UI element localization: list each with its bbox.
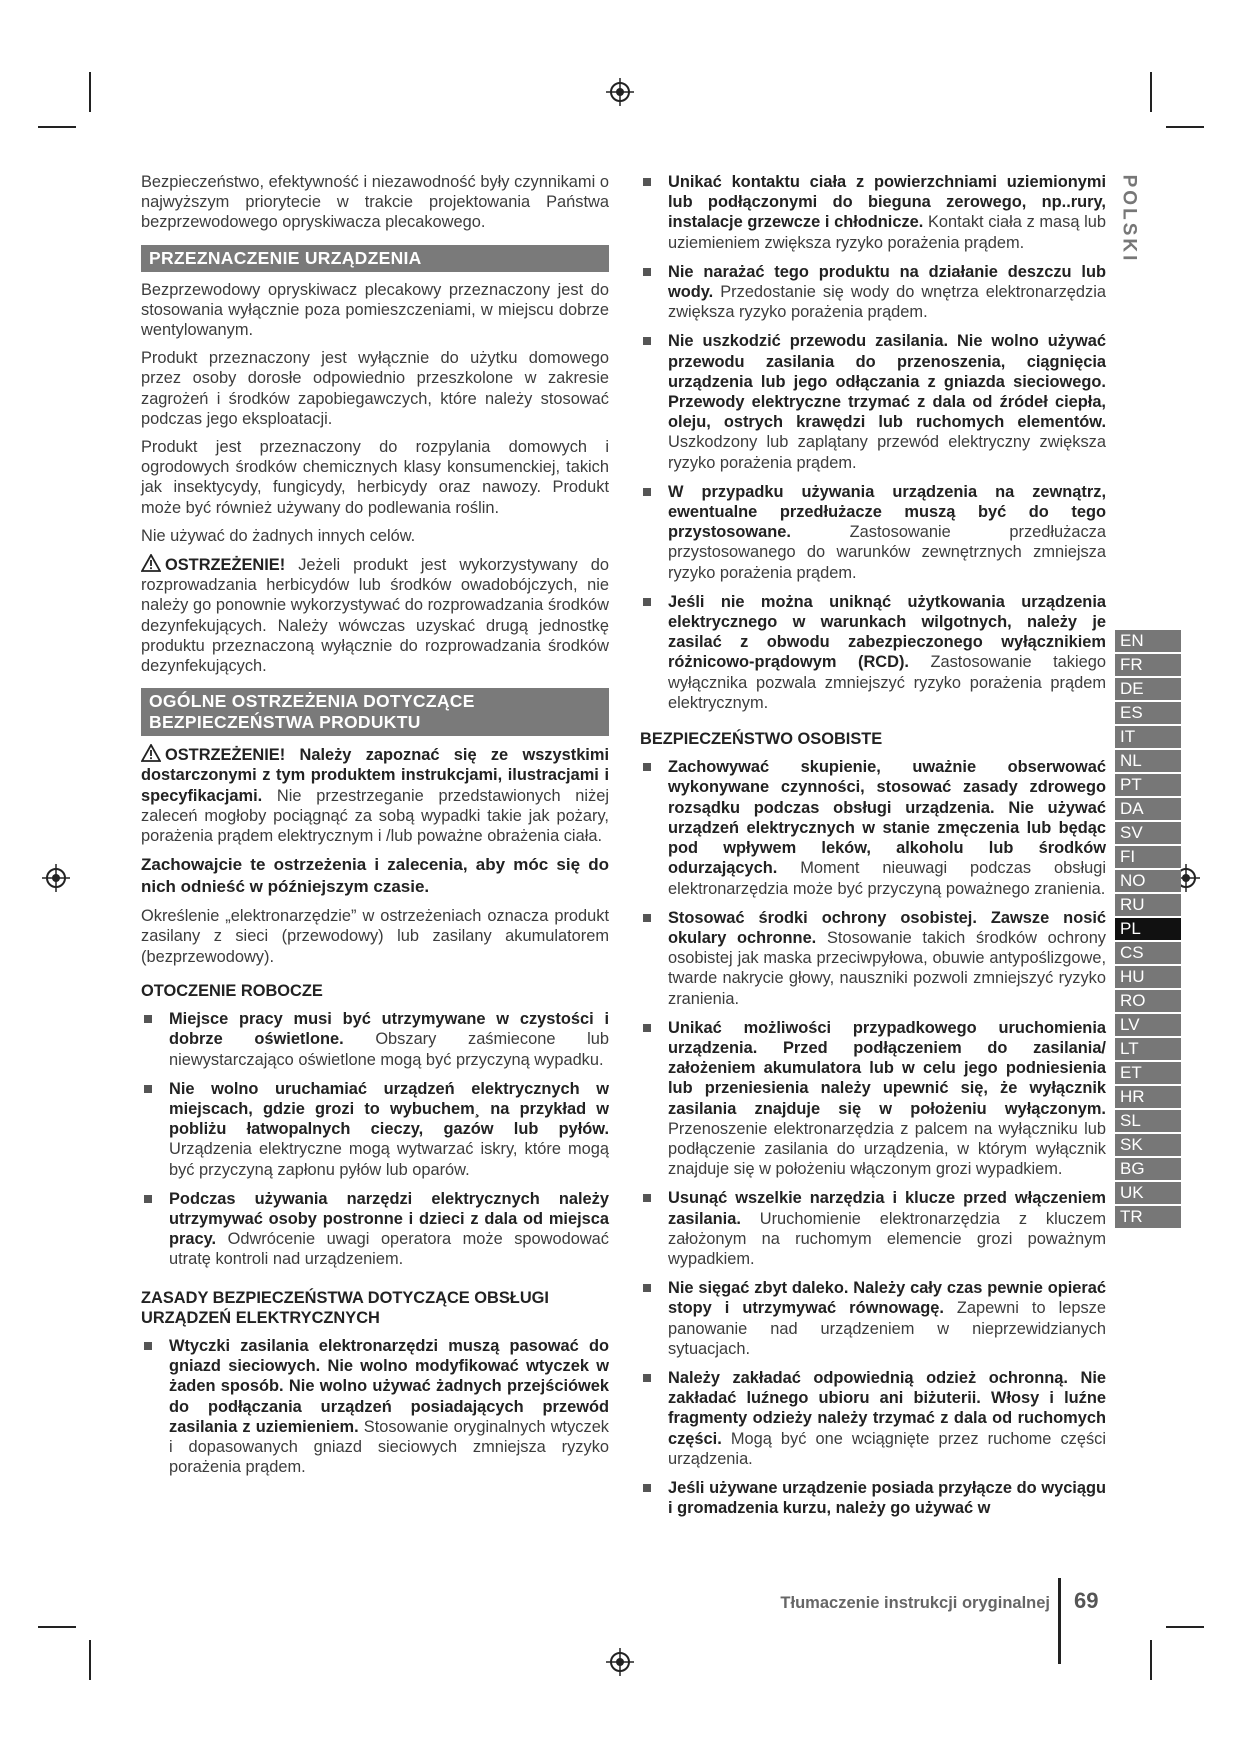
- bullet-square-icon: [643, 488, 651, 496]
- list-item-text: Mogą być one wciągnięte przez ruchome części urządzenia.: [668, 1429, 1106, 1468]
- warning-paragraph: [141, 554, 609, 676]
- list-item-bold: Unikać możliwości przypadkowego uruchomienia urządzenia. Przed podłączeniem do zasilania/ założeniem akumulatora lub w celu jego podniesienia lub przeniesienia należy upewnić się, że wyłącznik zasilania znajduje się w położeniu wyłączonym.: [668, 1018, 1106, 1118]
- bullet-square-icon: [643, 763, 651, 771]
- side-language-label: [1118, 174, 1144, 264]
- language-tab-pt[interactable]: PT: [1115, 774, 1181, 796]
- warning-paragraph: [141, 744, 609, 846]
- list-item-bold: Stosować środki ochrony osobistej. Zawsze nosić okulary ochronne.: [668, 908, 1106, 947]
- language-tab-es[interactable]: ES: [1115, 702, 1181, 724]
- language-tab-no[interactable]: NO: [1115, 870, 1181, 892]
- registration-mark-left: [42, 864, 70, 892]
- list-item-text: Stosowanie takich środków ochrony osobistej jak maska przeciwpyłowa, obuwie antypoślizgowe, twarde nakrycie głowy, nauszniki pozwoli zmniejszyć ryzyko zranienia.: [668, 928, 1106, 1008]
- footer-divider: [1058, 1578, 1061, 1664]
- list-item-text: Urządzenia elektryczne mogą wytwarzać iskry, które mogą być przyczyną zapłonu pyłów lub oparów.: [169, 1140, 609, 1179]
- list-item-text: Kontakt ciała z masą lub uziemieniem zwiększa ryzyko porażenia prądem.: [668, 213, 1106, 252]
- warning-bold-text: OSTRZEŻENIE! Należy zapoznać się ze wszystkimi dostarczonymi z tym produktem instrukcjami, ilustracjami i specyfikacjami.: [141, 746, 609, 805]
- language-tab-sk[interactable]: SK: [1115, 1134, 1181, 1156]
- list-item-bold: Unikać kontaktu ciała z powierzchniami uziemionymi lub podłączonymi do bieguna zerowego, np..rury, instalacje grzewcze i chłodnicze.: [668, 173, 1106, 232]
- warning-triangle-icon: [141, 554, 161, 572]
- bullet-square-icon: [643, 598, 651, 606]
- list-item: [141, 1079, 609, 1180]
- list-item: [640, 757, 1106, 898]
- list-item: [640, 1188, 1106, 1269]
- list-item: [141, 1009, 609, 1070]
- list-item-text: Przedostanie się wody do wnętrza elektronarzędzia zwiększa ryzyko porażenia prądem.: [668, 283, 1106, 322]
- list-item-text: Moment nieuwagi podczas obsługi elektronarzędzia może być przyczyną poważnego zranienia.: [668, 859, 1106, 898]
- bullet-square-icon: [643, 1484, 651, 1492]
- list-item-text: Zastosowanie przedłużacza przystosowanego do warunków zewnętrznych zmniejsza ryzyko porażenia prądem.: [668, 523, 1106, 582]
- side-label-text: POLSKI: [1118, 174, 1140, 264]
- language-tab-pl[interactable]: PL: [1115, 918, 1181, 940]
- list-item-bold: Należy zakładać odpowiednią odzież ochronną. Nie zakładać luźnego ubioru ani biżuterii. Włosy i luźne fragmenty odzieży należy trzymać z dala od ruchomych części.: [668, 1368, 1106, 1448]
- list-item-bold: Nie sięgać zbyt daleko. Należy cały czas pewnie opierać stopy i utrzymywać równowagę.: [668, 1279, 1106, 1318]
- list-item: [640, 262, 1106, 323]
- bullet-square-icon: [643, 914, 651, 922]
- language-tab-de[interactable]: DE: [1115, 678, 1181, 700]
- warning-text: Jeżeli produkt jest wykorzystywany do rozprowadzania herbicydów lub środków owadobójczych, nie należy go ponownie wykorzystywać do rozprowadzania środków dezynfekujących. Należy wówczas uzyskać drugą jednostkę produktu przeznaczoną wyłącznie do rozprowadzania środków dezynfekujących.: [141, 556, 609, 676]
- page-number: 69: [1074, 1588, 1099, 1613]
- warning-triangle-icon: [141, 744, 161, 762]
- language-tab-bg[interactable]: BG: [1115, 1158, 1181, 1180]
- language-tab-ro[interactable]: RO: [1115, 990, 1181, 1012]
- definition-paragraph: Określenie „elektronarzędzie” w ostrzeżeniach oznacza produkt zasilany z sieci (przewodowy) lub zasilany akumulatorem (bezprzewodowy).: [141, 907, 609, 966]
- warning-text: Nie przestrzeganie przedstawionych niżej zaleceń mogłoby pociągnąć za sobą wypadki takie jak pożary, porażenia prądem elektrycznym i /lub poważne obrażenia ciała.: [141, 786, 609, 846]
- language-tab-hr[interactable]: HR: [1115, 1086, 1181, 1108]
- section-title-intended-use: PRZEZNACZENIE URZĄDZENIA: [141, 245, 609, 272]
- language-tab-lt[interactable]: LT: [1115, 1038, 1181, 1060]
- list-item-text: Obszary zaśmiecone lub niewystarczająco oświetlone mogą być przyczyną wypadku.: [169, 1030, 609, 1069]
- language-tab-ru[interactable]: RU: [1115, 894, 1181, 916]
- warning-label: OSTRZEŻENIE!: [165, 556, 286, 575]
- language-tab-tr[interactable]: TR: [1115, 1206, 1181, 1228]
- list-item-bold: Zachowywać skupienie, uważnie obserwować wykonywane czynności, stosować zasady zdrowego rozsądku podczas obsługi urządzenia. Nie używać urządzeń elektrycznych w stanie zmęczenia lub będąc pod wpływem leków, alkoholu lub środków odurzających.: [668, 758, 1106, 878]
- paragraph: Produkt jest przeznaczony do rozpylania domowych i ogrodowych środków chemicznych klasy konsumenckiej, takich jak insektycydy, fungicydy, herbicydy oraz nawozy. Produkt może być również używany do podlewania roślin.: [141, 438, 609, 517]
- list-item-text: Stosowanie oryginalnych wtyczek i dopasowanych gniazd sieciowych zmniejsza ryzyko porażenia prądem.: [169, 1417, 610, 1477]
- registration-mark-top: [606, 78, 634, 106]
- paragraph: Produkt przeznaczony jest wyłącznie do użytku domowego przez osoby dorosłe odpowiednio przeszkolone w zakresie zagrożeń i środków zapobiegawczych, które należy stosować podczas jego eksploatacji.: [141, 349, 609, 428]
- bullet-square-icon: [643, 1194, 651, 1202]
- language-tab-lv[interactable]: LV: [1115, 1014, 1181, 1036]
- list-item: [640, 1278, 1106, 1359]
- list-item: [640, 592, 1106, 713]
- list-item-text: Uszkodzony lub zaplątany przewód elektryczny zwiększa ryzyko porażenia prądem.: [668, 433, 1106, 472]
- list-item-text: Odwrócenie uwagi operatora może spowodować utratę kontroli nad urządzeniem.: [169, 1230, 609, 1269]
- bullet-square-icon: [144, 1015, 152, 1023]
- language-tabs: [1115, 630, 1181, 1230]
- bullet-square-icon: [643, 268, 651, 276]
- bullet-square-icon: [144, 1195, 152, 1203]
- list-item: [640, 1478, 1106, 1518]
- bullet-square-icon: [144, 1342, 152, 1350]
- language-tab-et[interactable]: ET: [1115, 1062, 1181, 1084]
- paragraph: Nie używać do żadnych innych celów.: [141, 526, 416, 545]
- list-item-bold: Miejsce pracy musi być utrzymywane w czystości i dobrze oświetlone.: [169, 1010, 609, 1049]
- bullet-square-icon: [643, 1024, 651, 1032]
- language-tab-nl[interactable]: NL: [1115, 750, 1181, 772]
- bullet-square-icon: [643, 178, 651, 186]
- registration-mark-bottom: [606, 1648, 634, 1676]
- language-tab-en[interactable]: EN: [1115, 630, 1181, 652]
- language-tab-sl[interactable]: SL: [1115, 1110, 1181, 1132]
- paragraph: Bezprzewodowy opryskiwacz plecakowy przeznaczony jest do stosowania wyłącznie poza pomieszczeniami, w miejscu dobrze wentylowanym.: [141, 280, 609, 340]
- section-title-general-warnings: [141, 688, 609, 736]
- language-tab-sv[interactable]: SV: [1115, 822, 1181, 844]
- bullet-square-icon: [643, 337, 651, 345]
- list-item-text: Uruchomienie elektronarzędzia z kluczem założonym na ruchomym elemencie grozi poważnym wypadkiem.: [668, 1209, 1106, 1268]
- list-item-text: Zapewni to lepsze panowanie nad urządzeniem w nieprzewidzianych sytuacjach.: [668, 1299, 1106, 1358]
- language-tab-uk[interactable]: UK: [1115, 1182, 1181, 1204]
- list-item-text: Zastosowanie takiego wyłącznika pozwala zmniejszyć ryzyko porażenia prądem elektrycznym.: [668, 653, 1106, 712]
- list-item-bold: Nie narażać tego produktu na działanie deszczu lub wody.: [668, 262, 1106, 302]
- subheading-work-area: OTOCZENIE ROBOCZE: [141, 981, 323, 1000]
- intro-paragraph: Bezpieczeństwo, efektywność i niezawodność były czynnikami o najwyższym priorytecie w trakcie projektowania Państwa bezprzewodowego opryskiwacza plecakowego.: [141, 173, 609, 232]
- keep-instructions: Zachowajcie te ostrzeżenia i zalecenia, aby móc się do nich odnieść w późniejszym czasie.: [141, 855, 609, 897]
- list-item-text: Przenoszenie elektronarzędzia z palcem na wyłączniku lub podłączenie zasilania do urządzenia, w którym wyłącznik znajduje się w położeniu włączonym grozi wypadkiem.: [668, 1119, 1106, 1179]
- language-tab-it[interactable]: IT: [1115, 726, 1181, 748]
- section-title-line: OGÓLNE OSTRZEŻENIA DOTYCZĄCE: [149, 691, 475, 712]
- language-tab-cs[interactable]: CS: [1115, 942, 1181, 964]
- right-column: [640, 172, 1106, 1527]
- language-tab-hu[interactable]: HU: [1115, 966, 1181, 988]
- list-item: [640, 172, 1106, 253]
- section-title-line: BEZPIECZEŃSTWA PRODUKTU: [149, 712, 421, 733]
- list-item: [640, 1368, 1106, 1469]
- list-item-bold: Usunąć wszelkie narzędzia i klucze przed włączeniem zasilania.: [668, 1189, 1106, 1228]
- list-item-bold: Jeśli nie można uniknąć użytkowania urządzenia elektrycznego w warunkach wilgotnych, należy je zasilać z obwodu zabezpieczonego wyłącznikiem różnicowo-prądowym (RCD).: [668, 592, 1106, 672]
- language-tab-da[interactable]: DA: [1115, 798, 1181, 820]
- list-item: [640, 908, 1106, 1009]
- list-item: [640, 482, 1106, 583]
- bullet-square-icon: [144, 1085, 152, 1093]
- list-item: [640, 1018, 1106, 1180]
- list-item-bold: Nie uszkodzić przewodu zasilania. Nie wolno używać przewodu zasilania do przenoszenia, ciągnięcia urządzenia lub jego odłączania z gniazda sieciowego. Przewody elektryczne trzymać z dala od źródeł ciepła, oleju, ostrych krawędzi lub ruchomych elementów.: [668, 332, 1106, 432]
- list-item: [640, 331, 1106, 472]
- list-item-bold: Nie wolno uruchamiać urządzeń elektrycznych w miejscach, gdzie grozi to wybuchem¸ na przykład w pobliżu łatwopalnych cieczy, gazów lub pyłów.: [169, 1079, 609, 1139]
- list-item-bold: Podczas używania narzędzi elektrycznych należy utrzymywać osoby postronne i dzieci z dala od miejsca pracy.: [169, 1189, 609, 1249]
- bullet-square-icon: [643, 1284, 651, 1292]
- list-item-bold: W przypadku używania urządzenia na zewnątrz, ewentualne przedłużacze muszą być do tego przystosowane.: [668, 482, 1106, 542]
- subheading-electrical-safety: ZASADY BEZPIECZEŃSTWA DOTYCZĄCE OBSŁUGI URZĄDZEŃ ELEKTRYCZNYCH: [141, 1288, 549, 1327]
- list-item: [141, 1189, 609, 1270]
- left-column: [141, 172, 609, 1486]
- language-tab-fr[interactable]: FR: [1115, 654, 1181, 676]
- language-tab-fi[interactable]: FI: [1115, 846, 1181, 868]
- bullet-square-icon: [643, 1374, 651, 1382]
- list-item: [141, 1336, 609, 1477]
- subheading-personal-safety: BEZPIECZEŃSTWO OSOBISTE: [640, 730, 883, 749]
- footer-text: Tłumaczenie instrukcji oryginalnej: [780, 1594, 1050, 1612]
- list-item-bold: Wtyczki zasilania elektronarzędzi muszą pasować do gniazd sieciowych. Nie wolno modyfikować wtyczek w żaden sposób. Nie wolno używać żadnych przejściówek do podłączania urządzeń posiadających przewód zasilania z uziemieniem.: [169, 1336, 609, 1436]
- list-item-bold: Jeśli używane urządzenie posiada przyłącze do wyciągu i gromadzenia kurzu, należy go używać w: [668, 1478, 1106, 1518]
